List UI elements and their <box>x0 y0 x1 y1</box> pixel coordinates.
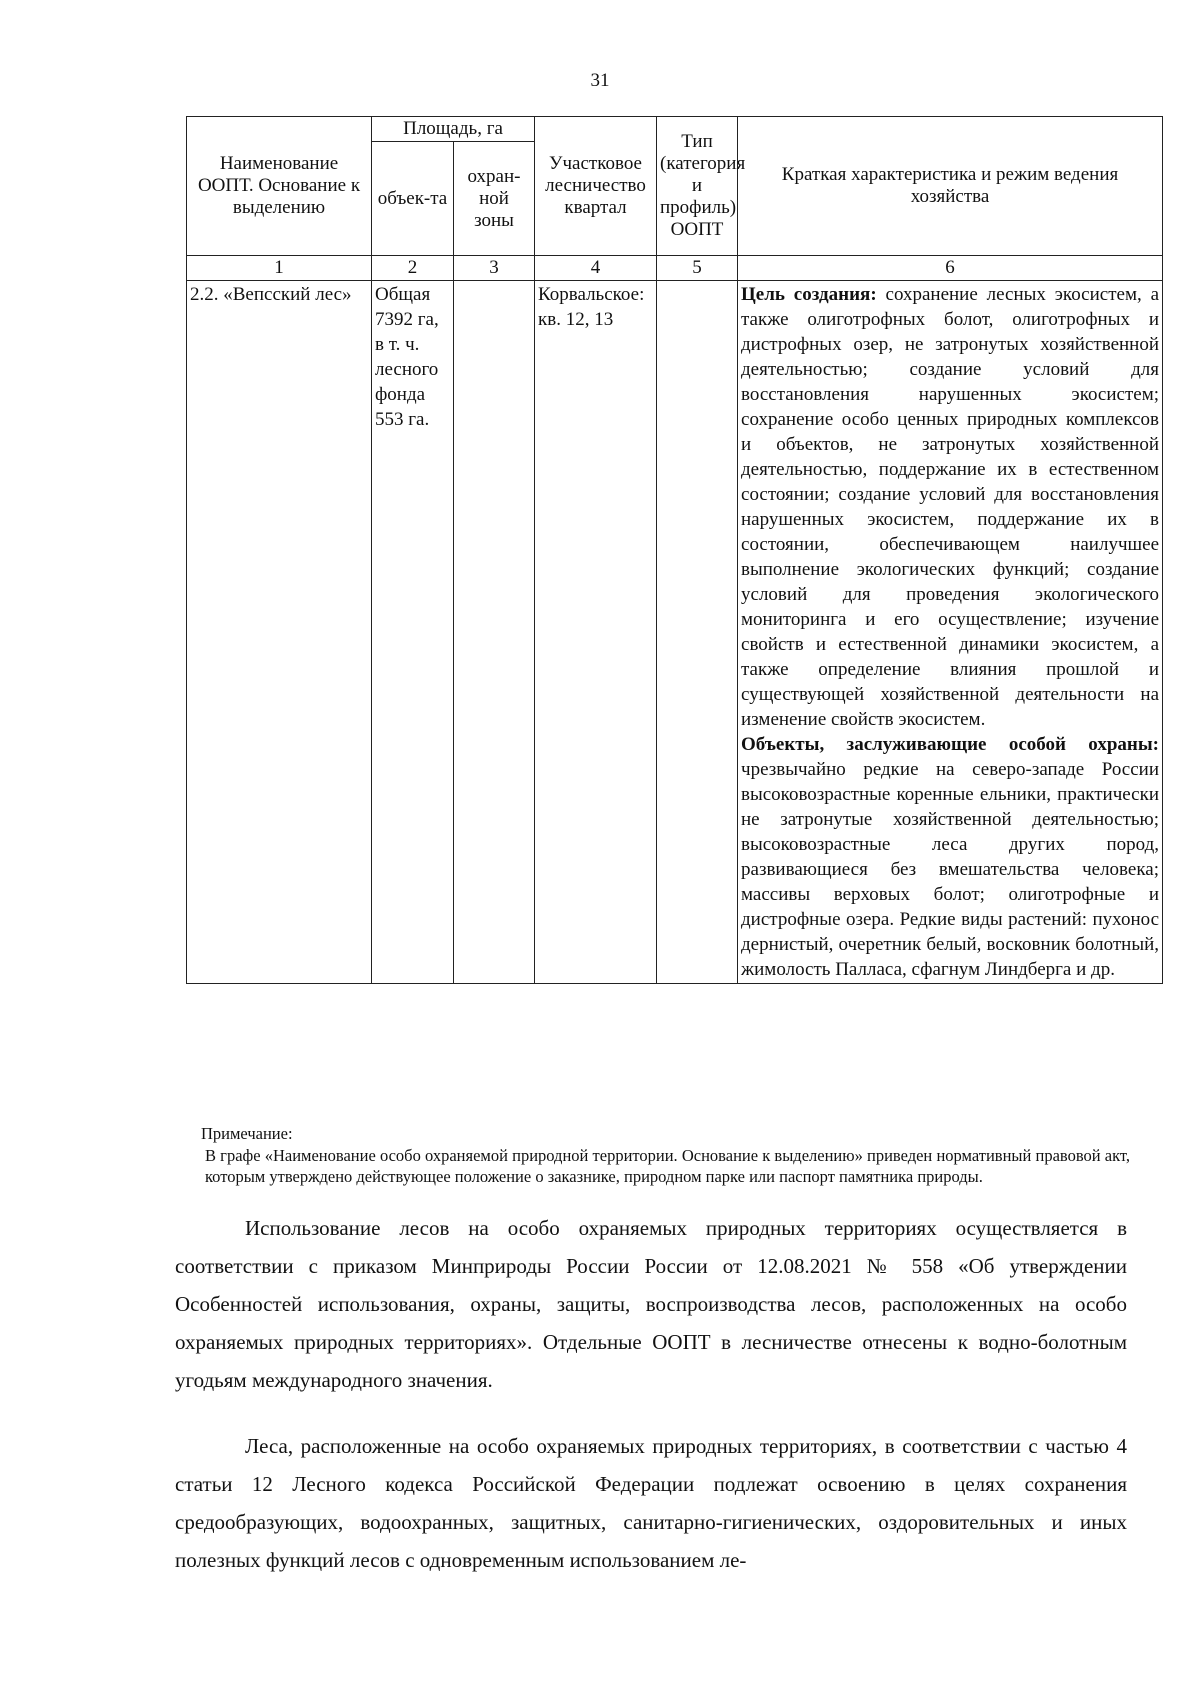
purpose-label: Цель создания: <box>741 284 877 305</box>
body-paragraph: Леса, расположенные на особо охраняемых природных территориях, в соответствии с частью 4 статьи 12 Лесного кодекса Российской Федерации подлежат освоению в целях сохранения средообразующих, водоохранных, защитных, санитарно-гигиенических, оздоровительных и иных полезных функций лесов с одновременным использованием ле- <box>175 1434 1127 1572</box>
header-area-zone: охран-ной зоны <box>454 142 535 256</box>
column-number: 6 <box>738 256 1163 281</box>
objects-label: Объекты, заслуживающие особой охраны: <box>741 734 1160 755</box>
cell-type <box>657 281 738 984</box>
note-text: В графе «Наименование особо охраняемой природной территории. Основание к выделению» приведен нормативный правовой акт, которым утверждено действующее положение о заказнике, природном парке или паспорт памятника природы. <box>205 1146 1130 1186</box>
header-characteristic: Краткая характеристика и режим ведения хозяйства <box>738 117 1163 256</box>
note-title: Примечание: <box>201 1124 293 1143</box>
header-area-object: объек-та <box>372 142 454 256</box>
objects-text: чрезвычайно редкие на северо-западе России высоковозрастные коренные ельники, практически не затронутые хозяйственной деятельностью; высоковозрастные леса других пород, развивающиеся без вмешательства человека; массивы верховых болот; олиготрофные и дистрофные озера. Редкие виды растений: пухонос дернистый, очеретник белый, восковник болотный, жимолость Палласа, сфагнум Линдберга и др. <box>741 759 1160 980</box>
header-type: Тип (категория и профиль) ООПТ <box>657 117 738 256</box>
body-paragraph: Использование лесов на особо охраняемых природных территориях осуществляется в соответствии с приказом Минприроды России России от 12.08.2021 № 558 «Об утверждении Особенностей использования, охраны, защиты, воспроизводства лесов, расположенных на особо охраняемых природных территориях». Отдельные ООПТ в лесничестве отнесены к водно-болотным угодьям международного значения. <box>175 1216 1127 1392</box>
page-number: 31 <box>590 70 610 91</box>
cell-area-zone <box>454 281 535 984</box>
column-number: 4 <box>535 256 657 281</box>
header-name: Наименование ООПТ. Основание к выделению <box>187 117 372 256</box>
cell-characteristic <box>738 281 1163 984</box>
column-number: 1 <box>187 256 372 281</box>
column-number: 3 <box>454 256 535 281</box>
header-forestry: Участковое лесничество квартал <box>535 117 657 256</box>
column-number: 5 <box>657 256 738 281</box>
header-area-group: Площадь, га <box>372 117 535 142</box>
cell-name: 2.2. «Вепсский лес» <box>187 281 372 984</box>
table-row <box>187 281 1163 984</box>
cell-area-object: Общая 7392 га, в т. ч. лесного фонда 553 га. <box>372 281 454 984</box>
column-number: 2 <box>372 256 454 281</box>
column-numbers-row <box>187 256 1163 281</box>
cell-forestry: Корвальское: кв. 12, 13 <box>535 281 657 984</box>
purpose-text: сохранение лесных экосистем, а также олиготрофных болот, олиготрофных и дистрофных озер, не затронутых хозяйственной деятельностью; создание условий для восстановления нарушенных экосистем; сохранение особо ценных природных комплексов и объектов, не затронутых хозяйственной деятельностью, поддержание их в естественном состоянии; создание условий для восстановления нарушенных экосистем, поддержание их в состоянии, обеспечивающем наилучшее выполнение экологических функций; создание условий для проведения экологического мониторинга и его осуществление; изучение свойств и естественной динамики экосистем, а также определение влияния прошлой и существующей хозяйственной деятельности на изменение свойств экосистем. <box>741 284 1160 730</box>
oopt-table <box>186 116 1163 984</box>
